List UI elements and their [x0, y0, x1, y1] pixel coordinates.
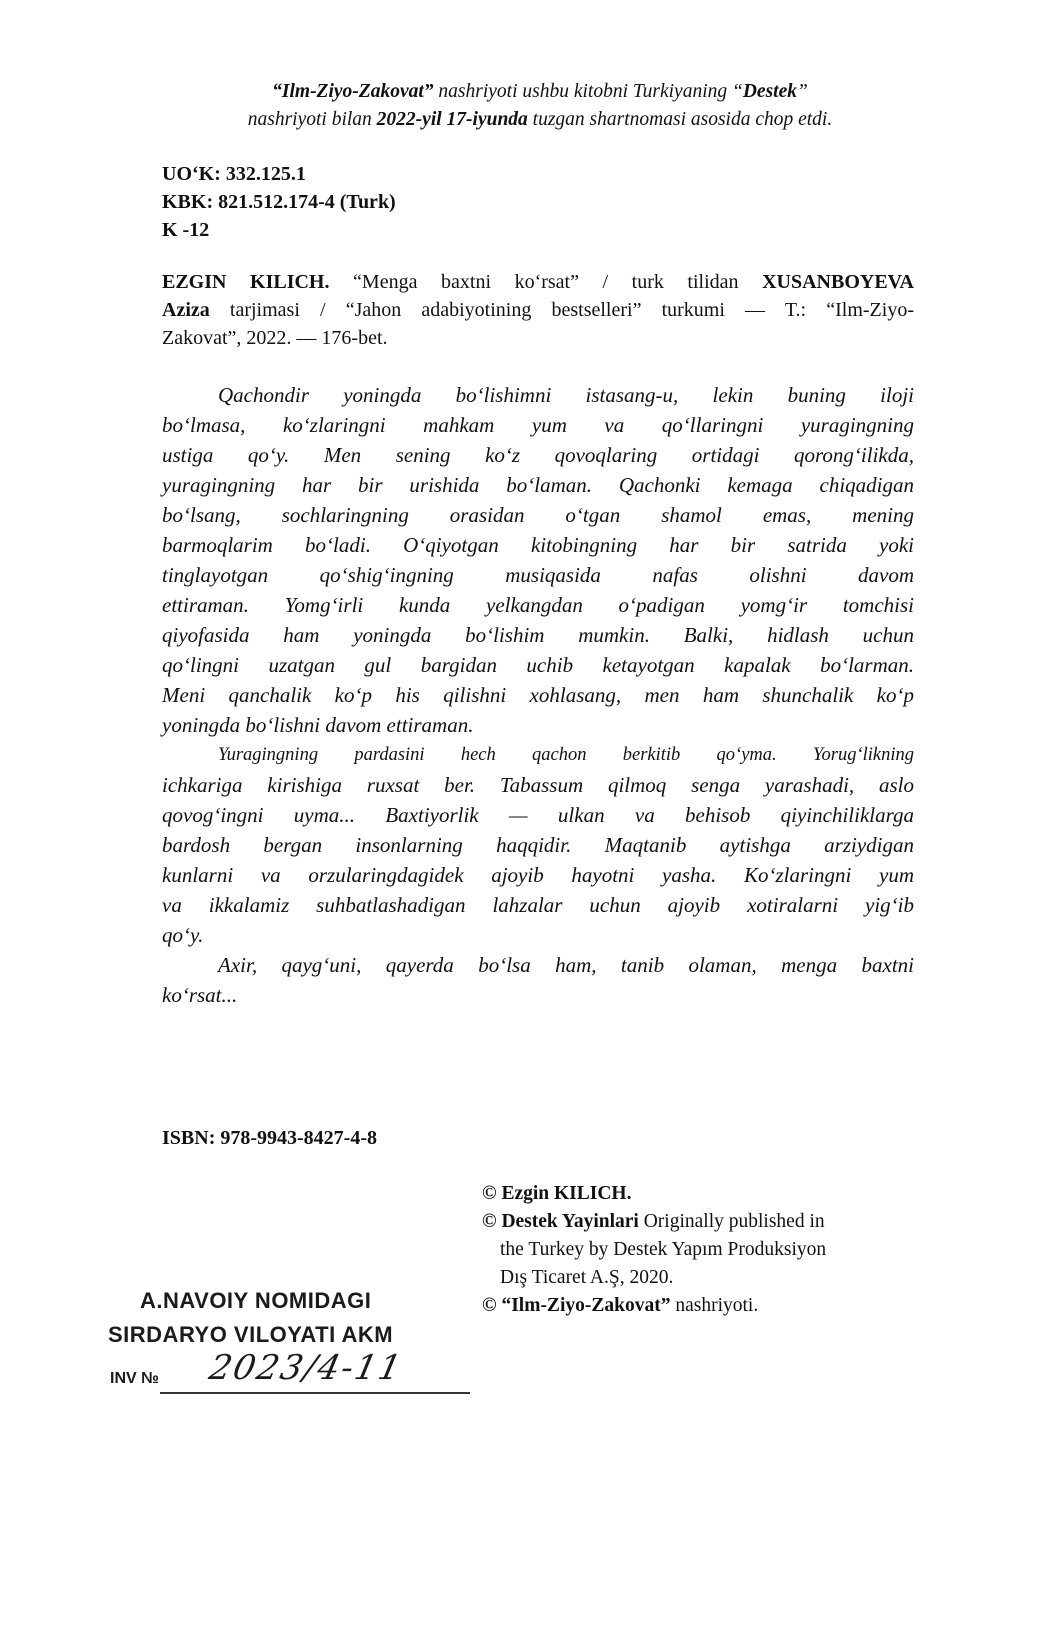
copyright-destek-name: © Destek Yayinlari [482, 1211, 639, 1232]
stamp-inv-label: INV № [110, 1370, 159, 1387]
copyright-publisher-name: © “Ilm-Ziyo-Zakovat” [482, 1295, 671, 1316]
body-line: tinglayotgan qo‘shig‘ingning musiqasida nafas olishni davom [162, 563, 914, 587]
notice-destek: Destek [742, 81, 797, 102]
classification-codes [162, 160, 396, 244]
body-line: ettiraman. Yomg‘irli kunda yelkangdan o‘padigan yomg‘ir tomchisi [162, 593, 914, 617]
copyright-destek [482, 1208, 922, 1236]
body-line: Yuragingning pardasini hech qachon berkitib qo‘yma. Yorug‘likning [218, 745, 914, 765]
biblio-translator-surname: XUSANBOYEVA [762, 271, 914, 293]
stamp-line-1: A.NAVOIY NOMIDAGI [140, 1288, 372, 1313]
library-stamp [100, 1270, 480, 1420]
body-line: qiyofasida ham yoningda bo‘lishim mumkin. Balki, hidlash uchun [162, 623, 914, 647]
annotation-text [162, 380, 914, 1010]
biblio-line-2 [162, 296, 914, 324]
biblio-line-1 [162, 268, 914, 296]
biblio-translator-name: Aziza [162, 299, 210, 321]
body-line: ichkariga kirishiga ruxsat ber. Tabassum qilmoq senga yarashadi, aslo [162, 773, 914, 797]
biblio-title: “Menga baxtni ko‘rsat” / turk tilidan [329, 271, 763, 293]
body-line: Qachondir yoningda bo‘lishimni istasang-u, lekin buning iloji [218, 383, 914, 407]
notice-text-3: nashriyoti bilan [247, 109, 377, 130]
copyright-publisher [482, 1292, 922, 1320]
author-mark: K -12 [162, 219, 210, 241]
copyright-block [482, 1180, 922, 1320]
body-line: ko‘rsat... [162, 983, 238, 1007]
lbc-code: KBK: 821.512.174-4 (Turk) [162, 191, 396, 213]
copyright-destek-line-3: Dış Ticaret A.Ş, 2020. [500, 1267, 674, 1288]
body-line: Meni qanchalik ko‘p his qilishni xohlasang, men ham shunchalik ko‘p [162, 683, 914, 707]
isbn: ISBN: 978-9943-8427-4-8 [162, 1127, 377, 1149]
stamp-line-2: SIRDARYO VILOYATI AKM [108, 1322, 394, 1347]
body-line: ustiga qo‘y. Men sening ko‘z qovoqlaring ortidagi qorong‘ilikda, [162, 443, 914, 467]
notice-line-2 [160, 106, 920, 134]
notice-text-1: nashriyoti ushbu kitobni Turkiyaning “ [433, 81, 743, 102]
stamp-inv-number: 2023/4-11 [205, 1348, 407, 1388]
publisher-notice [160, 78, 920, 134]
body-line: yuragingning har bir urishida bo‘laman. Qachonki kemaga chiqadigan [162, 473, 914, 497]
body-line: qo‘lingni uzatgan gul bargidan uchib ketayotgan kapalak bo‘larman. [162, 653, 914, 677]
body-line: yoningda bo‘lishni davom ettiraman. [162, 713, 474, 737]
notice-date: 2022-yil 17-iyunda [376, 109, 528, 130]
body-line: kunlarni va orzularingdagidek ajoyib hayotni yasha. Ko‘zlaringni yum [162, 863, 914, 887]
notice-line-1 [160, 78, 920, 106]
copyright-destek-text: Originally published in [638, 1211, 825, 1232]
biblio-series: tarjimasi / “Jahon adabiyotining bestselleri” turkumi — T.: “Ilm-Ziyo- [209, 299, 914, 321]
biblio-line-3: Zakovat”, 2022. — 176-bet. [162, 327, 388, 349]
body-line: va ikkalamiz suhbatlashadigan lahzalar uchun ajoyib xotiralarni yig‘ib [162, 893, 914, 917]
copyright-author-text: © Ezgin KILICH. [482, 1183, 632, 1204]
copyright-publisher-text: nashriyoti. [670, 1295, 759, 1316]
notice-text-4: tuzgan shartnomasi asosida chop etdi. [527, 109, 833, 130]
bibliographic-record [162, 268, 914, 352]
udc-code: UO‘K: 332.125.1 [162, 163, 306, 185]
body-line: qovog‘ingni uyma... Baxtiyorlik — ulkan va behisob qiyinchiliklarga [162, 803, 914, 827]
copyright-destek-line-2: the Turkey by Destek Yapım Produksiyon [500, 1239, 827, 1260]
body-line: bo‘lsang, sochlaringning orasidan o‘tgan shamol emas, mening [162, 503, 914, 527]
copyright-author [482, 1180, 922, 1208]
body-line: bardosh bergan insonlarning haqqidir. Maqtanib aytishga arziydigan [162, 833, 914, 857]
notice-text-2: ” [797, 81, 808, 102]
body-line: bo‘lmasa, ko‘zlaringni mahkam yum va qo‘llaringni yuragingning [162, 413, 914, 437]
body-line: barmoqlarim bo‘ladi. O‘qiyotgan kitobingning har bir satrida yoki [162, 533, 914, 557]
biblio-author: EZGIN KILICH. [162, 271, 330, 293]
notice-publisher: “Ilm-Ziyo-Zakovat” [272, 81, 434, 102]
stamp-inv-underline [160, 1392, 470, 1394]
body-line: qo‘y. [162, 923, 204, 947]
body-line: Axir, qayg‘uni, qayerda bo‘lsa ham, tanib olaman, menga baxtni [218, 953, 914, 977]
